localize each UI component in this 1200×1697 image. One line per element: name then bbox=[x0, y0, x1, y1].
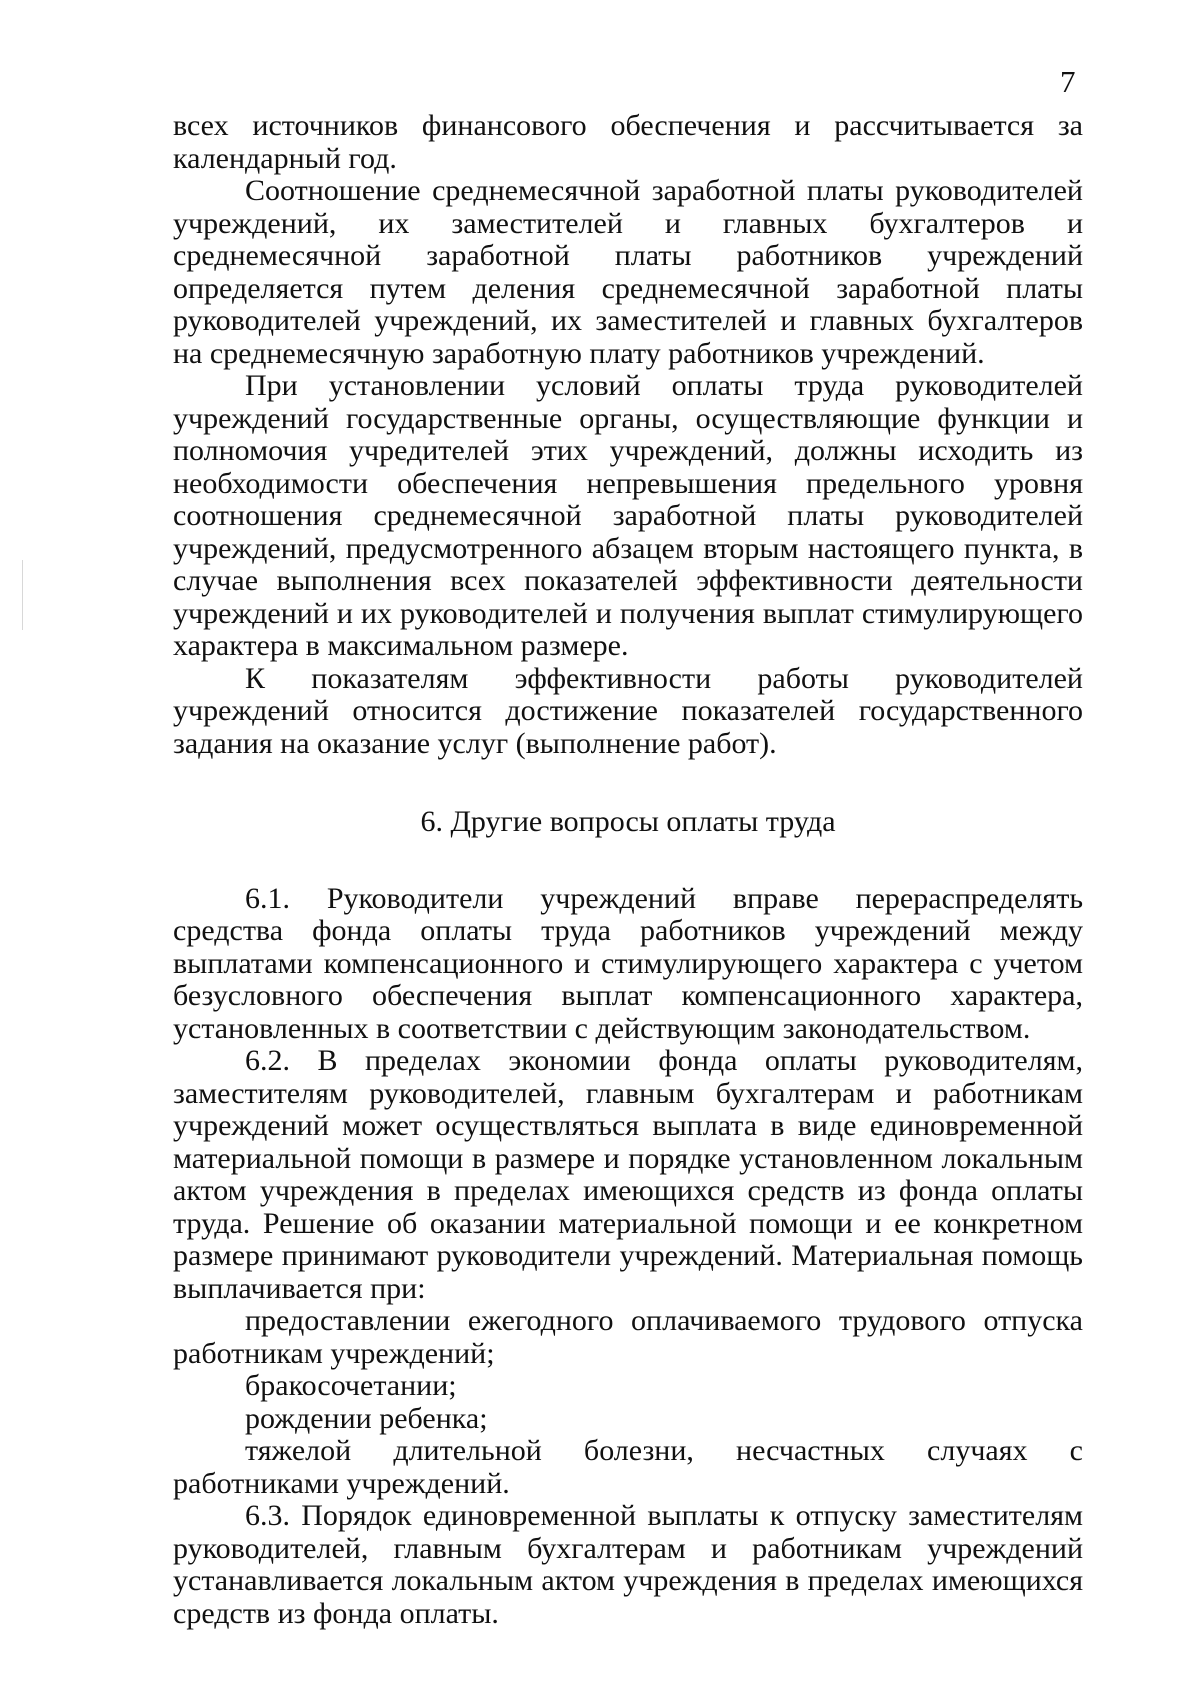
document-body bbox=[173, 110, 1083, 1630]
paragraph-6-3: 6.3. Порядок единовременной выплаты к отпуску заместителям руководителей, главным бухгалтерам и работникам учреждений устанавливается локальным актом учреждения в пределах имеющихся средств из фонда оплаты. bbox=[173, 1499, 1083, 1630]
paragraph-6-2: 6.2. В пределах экономии фонда оплаты руководителям, заместителям руководителей, главным бухгалтерам и работникам учреждений может осуществляться выплата в виде единовременной материальной помощи в размере и порядке установленном локальным актом учреждения в пределах имеющихся средств из фонда оплаты труда. Решение об оказании материальной помощи и ее конкретном размере принимают руководители учреждений. Материальная помощь выплачивается при: bbox=[173, 1044, 1083, 1305]
section-heading: 6. Другие вопросы оплаты труда bbox=[420, 805, 836, 838]
page-number: 7 bbox=[1060, 64, 1076, 99]
paragraph-continuation: всех источников финансового обеспечения и рассчитывается за календарный год. bbox=[173, 109, 1083, 175]
list-item-marriage: бракосочетании; bbox=[245, 1369, 457, 1402]
paragraph-efficiency-indicators: К показателям эффективности работы руководителей учреждений относится достижение показателей государственного задания на оказание услуг (выполнение работ). bbox=[173, 661, 1083, 760]
list-item-vacation: предоставлении ежегодного оплачиваемого трудового отпуска работникам учреждений; bbox=[173, 1304, 1083, 1370]
list-item-illness: тяжелой длительной болезни, несчастных случаях с работниками учреждений. bbox=[173, 1434, 1083, 1500]
paragraph-pay-conditions: При установлении условий оплаты труда руководителей учреждений государственные органы, осуществляющие функции и полномочия учредителей этих учреждений, должны исходить из необходимости обеспечения непревышения предельного уровня соотношения среднемесячной заработной платы руководителей учреждений, предусмотренного абзацем вторым настоящего пункта, в случае выполнения всех показателей эффективности деятельности учреждений и их руководителей и получения выплат стимулирующего характера в максимальном размере. bbox=[173, 369, 1083, 662]
paragraph-6-1: 6.1. Руководители учреждений вправе перераспределять средства фонда оплаты труда работников учреждений между выплатами компенсационного и стимулирующего характера с учетом безусловного обеспечения выплат компенсационного характера, установленных в соответствии с действующим законодательством. bbox=[173, 881, 1083, 1045]
scan-artifact bbox=[22, 560, 23, 630]
paragraph-salary-ratio: Соотношение среднемесячной заработной платы руководителей учреждений, их заместителей и главных бухгалтеров и среднемесячной заработной платы работников учреждений определяется путем деления среднемесячной заработной платы руководителей учреждений, их заместителей и главных бухгалтеров на среднемесячную заработную плату работников учреждений. bbox=[173, 174, 1083, 370]
list-item-childbirth: рождении ребенка; bbox=[245, 1401, 488, 1435]
